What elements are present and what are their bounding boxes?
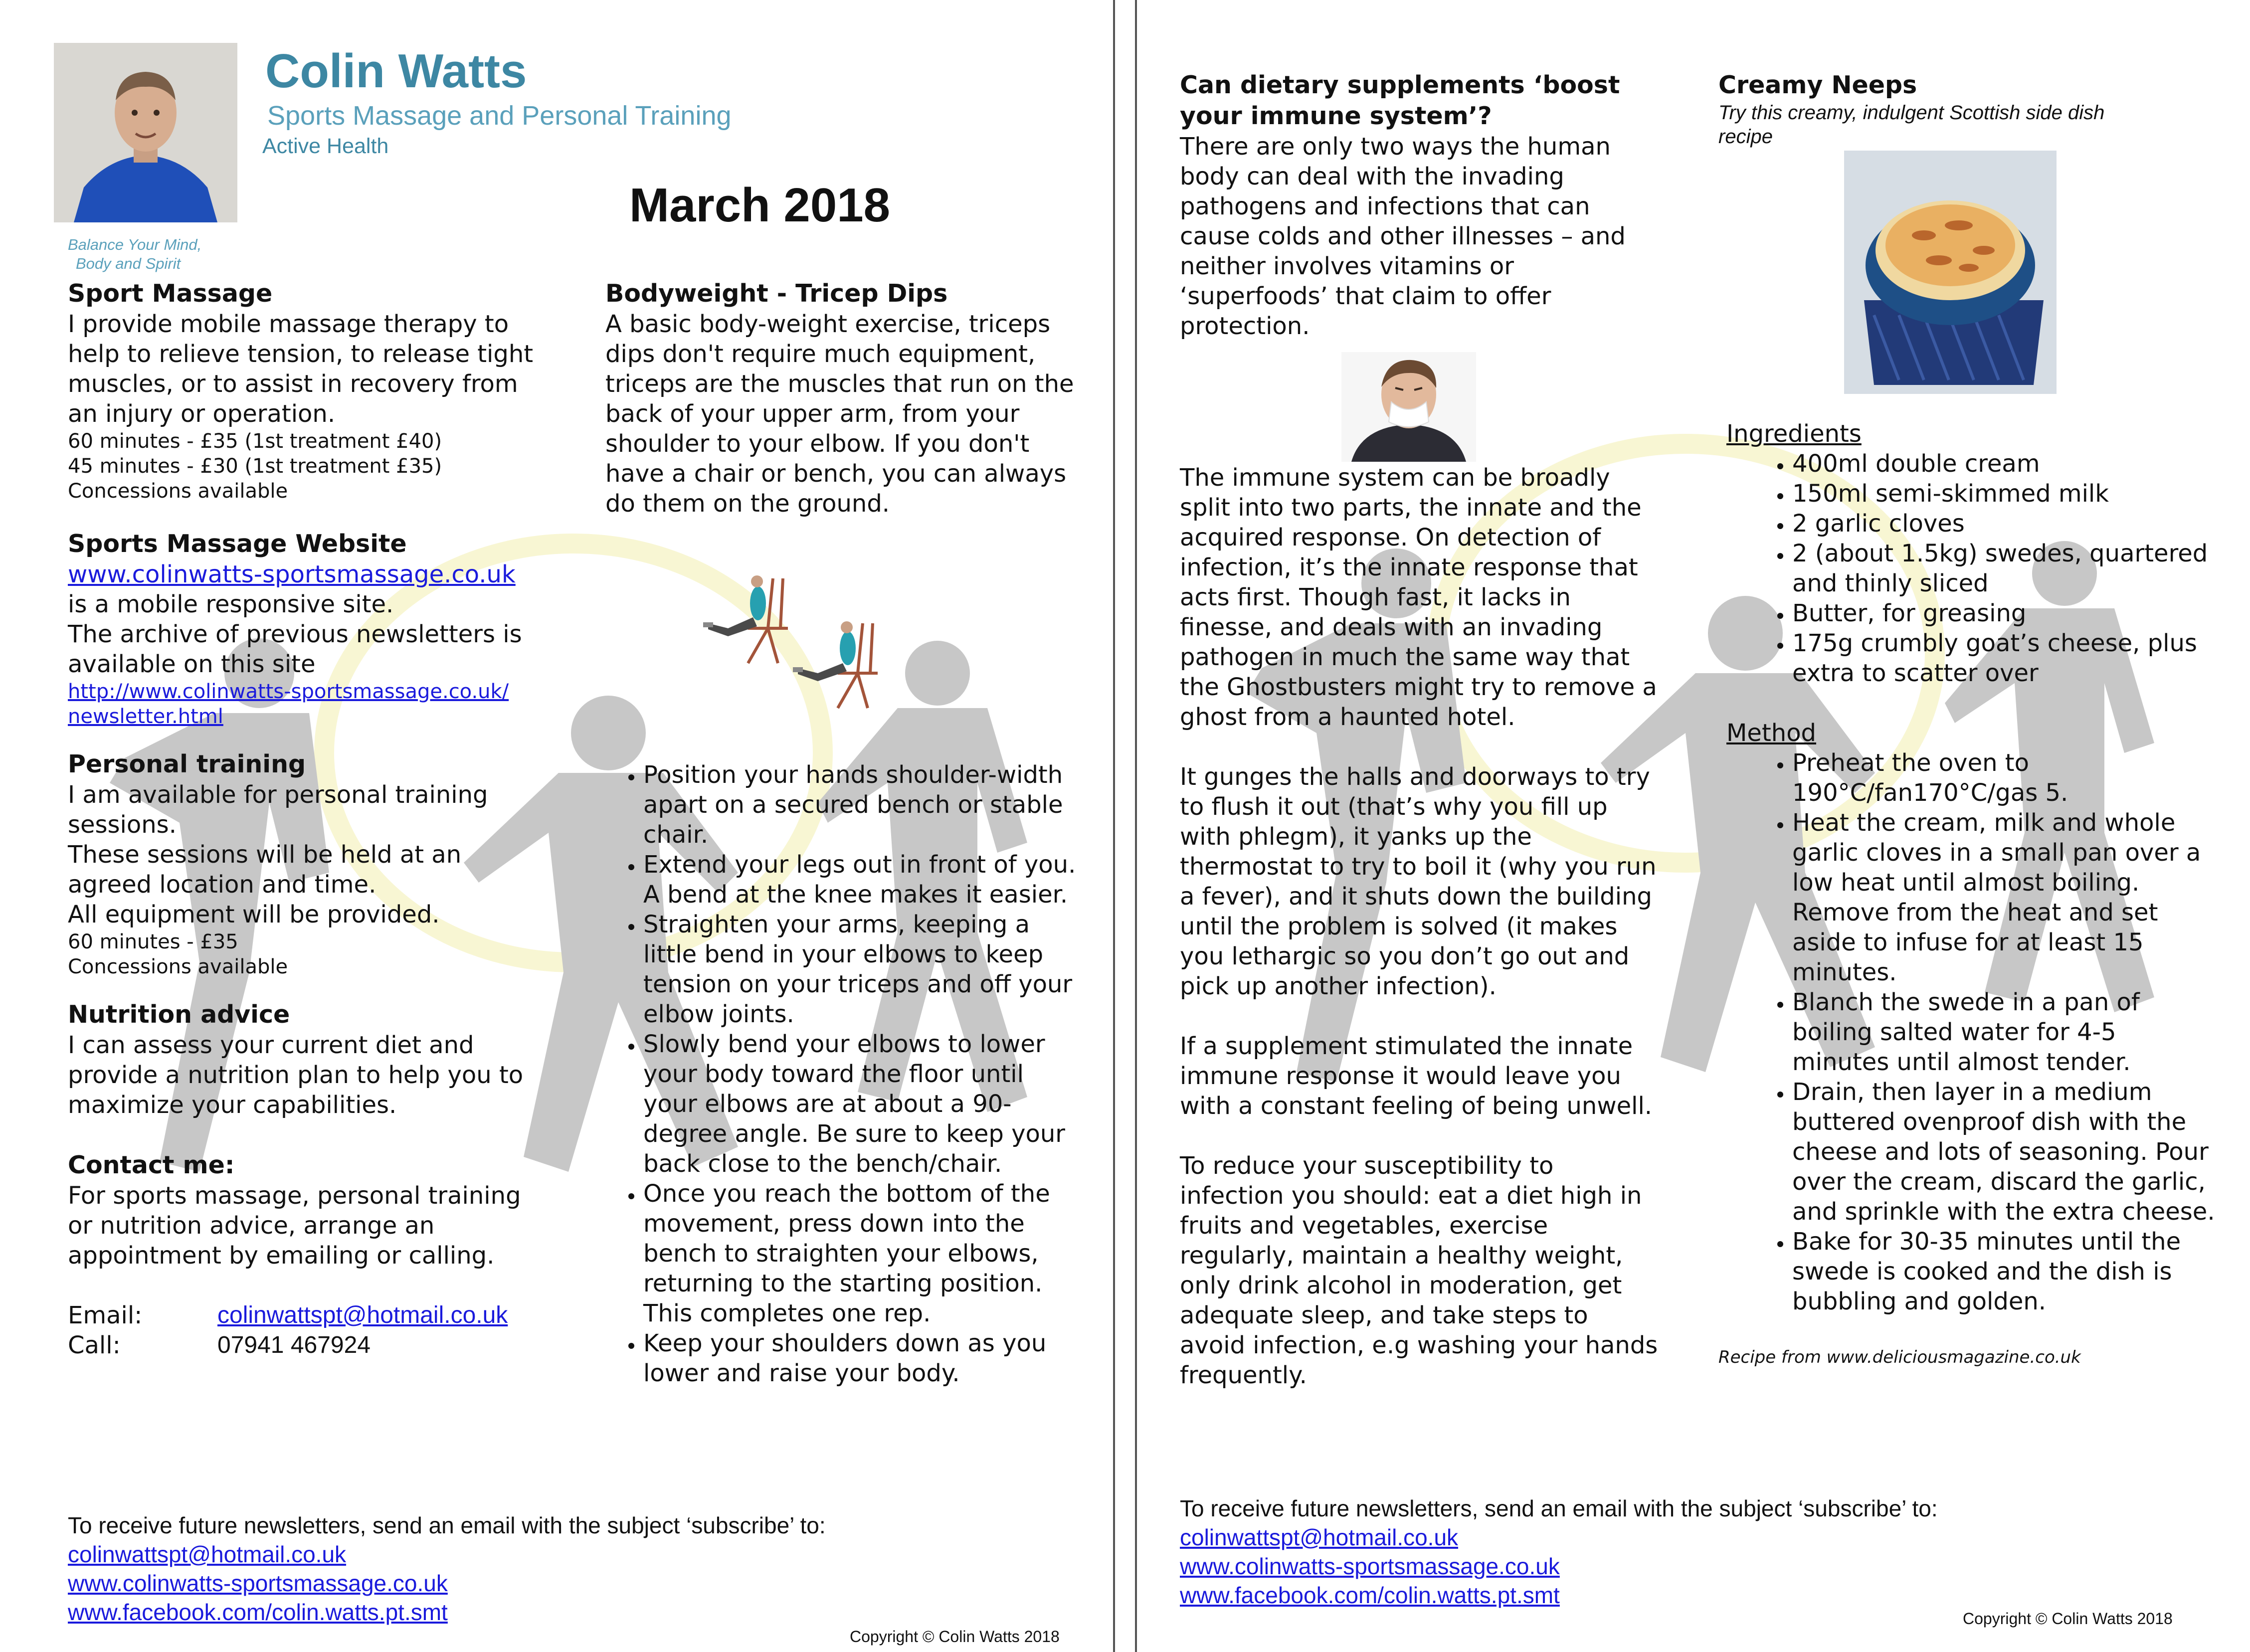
contact-phone-row: [68, 1330, 547, 1360]
immune-paragraph-3: It gunges the halls and doorways to try to flush it out (that’s why you fill up with phlegm), it yanks up the thermostat to try to boil it (why you run a fever), and it shuts down the building until the problem is solved (it makes you lethargic so you don’t go out and pick up another infection).: [1180, 763, 1657, 1000]
right-footer: [1180, 1494, 2177, 1610]
left-column: [68, 278, 547, 1360]
left-copyright: Copyright © Colin Watts 2018: [850, 1628, 1060, 1646]
recipe-heading: Creamy Neeps: [1718, 71, 1917, 99]
left-footer-email-link[interactable]: colinwattspt@hotmail.co.uk: [68, 1541, 347, 1567]
recipe-source: Recipe from www.deliciousmagazine.co.uk: [1718, 1347, 2081, 1367]
tricep-intro: A basic body-weight exercise, triceps dips don't require much equipment, triceps are the muscles that run on the back of your upper arm, from your shoulder to your elbow. If you don't have a chair or bench, you can always do them on the ground.: [605, 310, 1074, 518]
immune-paragraph-5: To reduce your susceptibility to infection you should: eat a diet high in fruits and vegetables, exercise regularly, maintain a healthy weight, only drink alcohol in moderation, get adequate sleep, and take steps to avoid infection, e.g washing your hands frequently.: [1180, 1152, 1658, 1389]
email-label: Email:: [68, 1301, 143, 1329]
ingredient-item: • 2 garlic cloves: [1792, 509, 2217, 539]
motto: [68, 235, 201, 273]
call-label: Call:: [68, 1331, 121, 1359]
left-footer-facebook-link[interactable]: www.facebook.com/colin.watts.pt.smt: [68, 1599, 448, 1625]
personal-training-text-2: These sessions will be held at an agreed location and time.: [68, 841, 462, 899]
tricep-step: • Straighten your arms, keeping a little bend in your elbows to keep tension on your triceps and off your elbow joints.: [643, 910, 1084, 1029]
motto-line-1: Balance Your Mind,: [68, 236, 202, 253]
tricep-column: [605, 278, 1084, 519]
method-heading: Method: [1726, 719, 1817, 747]
contact-phone: 07941 467924: [217, 1332, 371, 1358]
contact-heading: Contact me:: [68, 1151, 235, 1179]
tricep-step: • Keep your shoulders down as you lower and raise your body.: [643, 1328, 1084, 1388]
recipe-subtitle: Try this creamy, indulgent Scottish side dish recipe: [1718, 102, 2105, 148]
website-text-2: The archive of previous newsletters is available on this site: [68, 620, 522, 678]
profile-photo: [54, 43, 237, 222]
method-step: • Bake for 30-35 minutes until the swede is cooked and the dish is bubbling and golden.: [1792, 1227, 2217, 1316]
sport-massage-text: I provide mobile massage therapy to help to relieve tension, to release tight muscles, or to assist in recovery from an injury or operation.: [68, 310, 534, 428]
tricep-step: • Extend your legs out in front of you. A bend at the knee makes it easier.: [643, 850, 1084, 910]
immune-paragraph-2: The immune system can be broadly split into two parts, the innate and the acquired response. On detection of infection, it’s the innate response that acts first. Though fast, it lacks in finesse, and deals with an invading pathogen in much the same way that the Ghostbusters might try to remove a ghost from a haunted hotel.: [1180, 464, 1657, 731]
left-footer-intro: To receive future newsletters, send an email with the subject ‘subscribe’ to:: [68, 1512, 826, 1538]
header-subtitle: Sports Massage and Personal Training: [267, 101, 732, 131]
recipe-lists: [1718, 419, 2217, 1368]
right-footer-site-link[interactable]: www.colinwatts-sportsmassage.co.uk: [1180, 1553, 1560, 1579]
tricep-steps-column: [605, 760, 1084, 1388]
personal-training-price: 60 minutes - £35: [68, 930, 238, 953]
ingredient-item: • Butter, for greasing: [1792, 598, 2217, 628]
issue-date: March 2018: [629, 179, 890, 232]
personal-training-heading: Personal training: [68, 750, 306, 778]
page-divider: [1113, 0, 1137, 1652]
motto-line-2: Body and Spirit: [76, 255, 181, 272]
creamy-neeps-image: [1844, 151, 2057, 394]
right-footer-email-link[interactable]: colinwattspt@hotmail.co.uk: [1180, 1524, 1459, 1550]
ingredient-item: • 2 (about 1.5kg) swedes, quartered and thinly sliced: [1792, 539, 2217, 598]
tricep-steps-list: [605, 760, 1084, 1388]
personal-training-concessions: Concessions available: [68, 955, 288, 978]
sport-massage-price-2: 45 minutes - £30 (1st treatment £35): [68, 455, 442, 478]
contact-email-row: [68, 1300, 547, 1330]
method-list: [1718, 748, 2217, 1316]
ingredient-item: • 150ml semi-skimmed milk: [1792, 479, 2217, 509]
right-copyright: Copyright © Colin Watts 2018: [1963, 1610, 2173, 1628]
method-step: • Drain, then layer in a medium buttered ovenproof dish with the cheese and lots of seasoning. Pour over the cream, discard the garlic, and sprinkle with the extra cheese.: [1792, 1077, 2217, 1227]
contact-text: For sports massage, personal training or nutrition advice, arrange an appointment by emailing or calling.: [68, 1182, 521, 1270]
sneezing-man-image: [1341, 352, 1476, 462]
tricep-heading: Bodyweight - Tricep Dips: [605, 279, 948, 308]
ingredients-heading: Ingredients: [1726, 420, 1862, 448]
newsletter-archive-link[interactable]: http://www.colinwatts-sportsmassage.co.uk/newsletter.html: [68, 680, 509, 728]
immune-paragraph-1: There are only two ways the human body can deal with the invading pathogens and infections that can cause colds and other illnesses – and neither involves vitamins or ‘superfoods’ that claim to offer protection.: [1180, 133, 1626, 340]
website-link[interactable]: www.colinwatts-sportsmassage.co.uk: [68, 560, 516, 588]
header-name: Colin Watts: [265, 44, 527, 98]
ingredients-list: [1718, 449, 2217, 688]
sport-massage-concessions: Concessions available: [68, 480, 288, 503]
ingredient-item: • 400ml double cream: [1792, 449, 2217, 479]
method-step: • Preheat the oven to 190°C/fan170°C/gas 5.: [1792, 748, 2217, 808]
personal-training-text-3: All equipment will be provided.: [68, 901, 440, 928]
tricep-step: • Position your hands shoulder-width apart on a secured bench or stable chair.: [643, 760, 1084, 850]
method-step: • Heat the cream, milk and whole garlic cloves in a small pan over a low heat until almost boiling. Remove from the heat and set aside to infuse for at least 15 minutes.: [1792, 808, 2217, 987]
sport-massage-heading: Sport Massage: [68, 279, 273, 308]
immune-paragraph-4: If a supplement stimulated the innate immune response it would leave you with a constant feeling of being unwell.: [1180, 1032, 1653, 1120]
immune-column-lower: [1180, 463, 1659, 1390]
left-footer-site-link[interactable]: www.colinwatts-sportsmassage.co.uk: [68, 1570, 448, 1596]
nutrition-heading: Nutrition advice: [68, 1000, 290, 1029]
right-footer-facebook-link[interactable]: www.facebook.com/colin.watts.pt.smt: [1180, 1582, 1560, 1608]
immune-heading: [1180, 70, 1659, 132]
tricep-dips-illustration: [698, 563, 908, 713]
left-footer: [68, 1511, 1065, 1627]
immune-heading-line-2: your immune system’?: [1180, 102, 1492, 130]
website-heading: Sports Massage Website: [68, 530, 407, 558]
right-footer-intro: To receive future newsletters, send an email with the subject ‘subscribe’ to:: [1180, 1495, 1938, 1521]
immune-heading-line-1: Can dietary supplements ‘boost: [1180, 71, 1620, 99]
recipe-column: [1718, 70, 2207, 149]
website-text-1: is a mobile responsive site.: [68, 590, 394, 618]
immune-column: [1180, 70, 1659, 341]
sport-massage-price-1: 60 minutes - £35 (1st treatment £40): [68, 430, 442, 453]
method-step: • Blanch the swede in a pan of boiling salted water for 4-5 minutes until almost tender.: [1792, 987, 2217, 1077]
header-tagline: Active Health: [262, 134, 389, 158]
tricep-step: • Once you reach the bottom of the movement, press down into the bench to straighten your elbows, returning to the starting position. This completes one rep.: [643, 1179, 1084, 1328]
contact-email-link[interactable]: colinwattspt@hotmail.co.uk: [217, 1302, 508, 1328]
nutrition-text: I can assess your current diet and provide a nutrition plan to help you to maximize your capabilities.: [68, 1031, 524, 1119]
ingredient-item: • 175g crumbly goat’s cheese, plus extra to scatter over: [1792, 628, 2217, 688]
personal-training-text-1: I am available for personal training sessions.: [68, 781, 488, 839]
tricep-step: • Slowly bend your elbows to lower your body toward the floor until your elbows are at about a 90-degree angle. Be sure to keep your back close to the bench/chair.: [643, 1029, 1084, 1179]
